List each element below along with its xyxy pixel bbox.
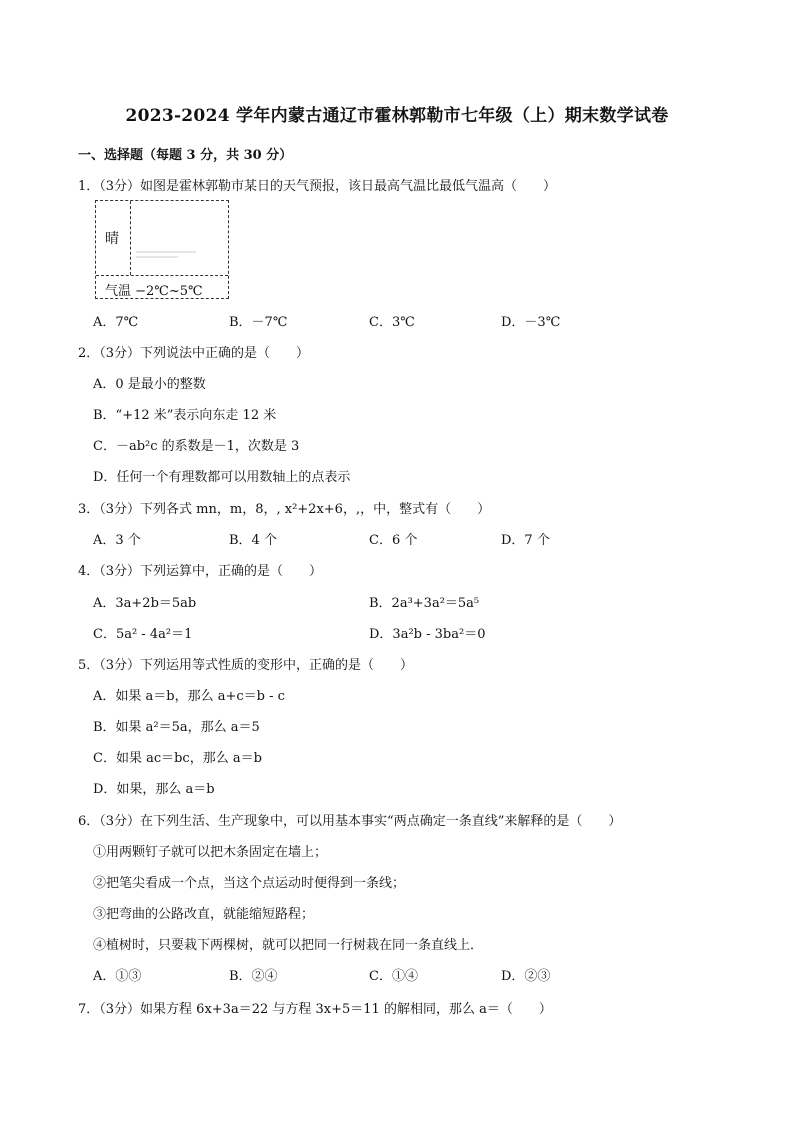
- q5-option-d: D．如果，那么 a＝b: [93, 782, 215, 797]
- q4-option-c: C．5a² - 4a²＝1: [93, 627, 193, 642]
- question-6-stem: 6．（3分）在下列生活、生产现象中，可以用基本事实“两点确定一条直线”来解释的是（ ）: [78, 814, 622, 829]
- question-3-stem: 3．（3分）下列各式 mn，m，8，, x²+2x+6，,，中，整式有（ ）: [78, 502, 491, 517]
- q3-option-a: A．3 个: [93, 533, 141, 548]
- q1-option-b: B．－7℃: [229, 315, 288, 330]
- q2-option-d: D．任何一个有理数都可以用数轴上的点表示: [93, 470, 351, 485]
- section-heading: 一、选择题（每题 3 分，共 30 分）: [78, 148, 293, 163]
- q4-option-a: A．3a+2b＝5ab: [93, 596, 197, 611]
- q1-option-c: C．3℃: [369, 315, 415, 330]
- q4-option-b: B．2a³+3a²＝5a⁵: [369, 596, 480, 611]
- q5-option-a: A．如果 a＝b，那么 a+c＝b - c: [93, 689, 285, 704]
- q3-option-c: C．6 个: [369, 533, 418, 548]
- q5-option-c: C．如果 ac＝bc，那么 a＝b: [93, 751, 262, 766]
- q2-option-b: B．“+12 米”表示向东走 12 米: [93, 408, 277, 423]
- q4-option-d: D．3a²b - 3ba²＝0: [369, 627, 486, 642]
- question-4-stem: 4．（3分）下列运算中，正确的是（ ）: [78, 564, 323, 579]
- q6-item-3: ③把弯曲的公路改直，就能缩短路程；: [93, 907, 315, 922]
- q1-option-d: D．－3℃: [501, 315, 561, 330]
- q2-option-a: A．0 是最小的整数: [93, 377, 206, 392]
- q3-option-b: B．4 个: [229, 533, 277, 548]
- q6-item-1: ①用两颗钉子就可以把木条固定在墙上；: [93, 845, 328, 860]
- q6-option-d: D．②③: [501, 969, 551, 984]
- question-2-stem: 2．（3分）下列说法中正确的是（ ）: [78, 346, 310, 361]
- q5-option-b: B．如果 a²＝5a，那么 a＝5: [93, 720, 260, 735]
- question-7-stem: 7．（3分）如果方程 6x+3a＝22 与方程 3x+5＝11 的解相同，那么 a＝（ ）: [78, 1002, 552, 1017]
- q6-option-a: A．①③: [93, 969, 142, 984]
- q3-option-d: D．7 个: [501, 533, 550, 548]
- question-1-stem: 1．（3分）如图是霍林郭勒市某日的天气预报，该日最高气温比最低气温高（ ）: [78, 179, 557, 194]
- page-title: 2023-2024 学年内蒙古通辽市霍林郭勒市七年级（上）期末数学试卷: [125, 106, 669, 126]
- q6-item-4: ④植树时，只要栽下两棵树，就可以把同一行树栽在同一条直线上．: [93, 938, 484, 953]
- q6-option-b: B．②④: [229, 969, 278, 984]
- weather-temperature: 气温 −2℃~5℃: [105, 284, 203, 299]
- weather-forecast-figure: [95, 200, 229, 299]
- q2-option-c: C．－ab²c 的系数是－1，次数是 3: [93, 439, 300, 454]
- question-5-stem: 5．（3分）下列运用等式性质的变形中，正确的是（ ）: [78, 658, 414, 673]
- q6-option-c: C．①④: [369, 969, 418, 984]
- q1-option-a: A．7℃: [93, 315, 139, 330]
- weather-condition: 晴: [105, 231, 119, 247]
- figure-divider-horizontal: [96, 275, 228, 276]
- figure-divider-vertical: [130, 201, 131, 275]
- weather-icon-placeholder: [136, 251, 196, 261]
- q6-item-2: ②把笔尖看成一个点，当这个点运动时便得到一条线；: [93, 876, 406, 891]
